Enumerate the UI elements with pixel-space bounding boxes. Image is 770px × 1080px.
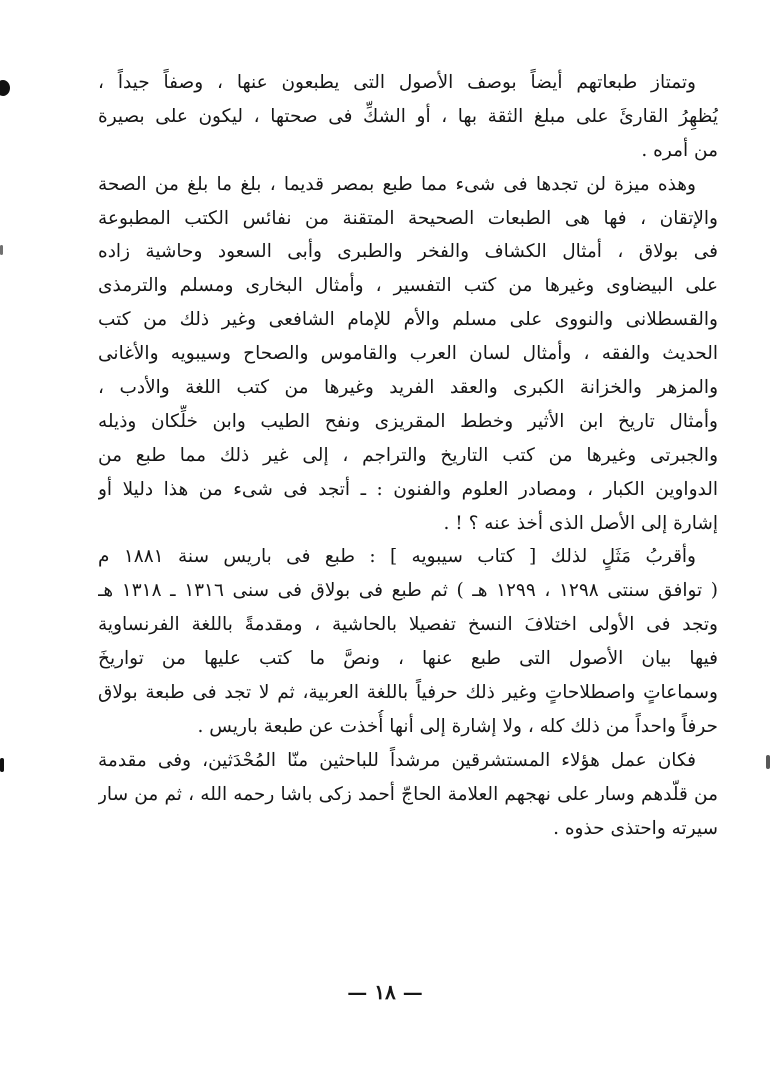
margin-mark	[766, 755, 770, 769]
text-line: يُظهِرُ القارئَ على مبلغ الثقة بها ، أو الشكِّ فى صحتها ، ليكون على بصيرة	[98, 105, 718, 127]
ink-blot-mark	[0, 80, 10, 96]
paragraph-2	[98, 168, 718, 541]
text-line: والقسطلانى والنووى على مسلم والأم للإمام الشافعى وغير ذلك من كتب	[98, 309, 718, 331]
text-line: فكان عمل هؤلاء المستشرقين مرشداً للباحثين منّا المُحْدَثين، وفى مقدمة	[98, 749, 696, 771]
text-line: حرفاً واحداً من ذلك كله ، ولا إشارة إلى أنها أُخذت عن طبعة باريس .	[197, 715, 718, 737]
text-line: من أمره .	[641, 139, 718, 161]
margin-mark	[0, 245, 3, 255]
text-line: ( توافق سنتى ١٢٩٨ ، ١٢٩٩ هـ ) ثم طبع فى بولاق فى سنى ١٣١٦ ـ ١٣١٨ هـ	[98, 580, 718, 602]
text-line: سيرته واحتذى حذوه .	[553, 817, 718, 839]
text-line: فى بولاق ، أمثال الكشاف والفخر والطبرى وأبى السعود وحاشية زاده	[98, 241, 718, 263]
body-text	[98, 66, 718, 845]
text-line: من قلّدهم وسار على نهجهم العلامة الحاجّ أحمد زكى باشا رحمه الله ، ثم من سار	[98, 783, 718, 805]
text-line: والإتقان ، فها هى الطبعات الصحيحة المتقنة من نفائس الكتب المطبوعة	[98, 207, 718, 229]
paragraph-4	[98, 744, 718, 846]
margin-mark	[0, 758, 4, 772]
text-line: وتجد فى الأولى اختلافَ النسخ تفصيلا بالحاشية ، ومقدمةً باللغة الفرنساوية	[98, 614, 718, 636]
paragraph-3	[98, 540, 718, 743]
text-line: وأقربُ مَثَلٍ لذلك [ كتاب سيبويه ] : طبع فى باريس سنة ١٨٨١ م	[98, 546, 696, 568]
page-number: — ١٨ —	[347, 980, 423, 1004]
text-line: وتمتاز طبعاتهم أيضاً بوصف الأصول التى يطبعون عنها ، وصفاً جيداً ،	[98, 72, 696, 93]
text-line: الدواوين الكبار ، ومصادر العلوم والفنون : ـ أتجد فى شىء من هذا دليلا أو	[98, 478, 718, 500]
text-line: إشارة إلى الأصل الذى أخذ عنه ؟ ! .	[443, 512, 718, 534]
text-line: والجبرتى وغيرها من كتب التاريخ والتراجم ، إلى غير ذلك مما طبع من	[98, 444, 718, 466]
text-line: وسماعاتٍ واصطلاحاتٍ وغير ذلك حرفياً باللغة العربية، ثم لا تجد فى طبعة بولاق	[98, 682, 718, 704]
text-line: الحديث والفقه ، وأمثال لسان العرب والقاموس والصحاح وسيبويه والأغانى	[98, 343, 718, 365]
paragraph-1	[98, 66, 718, 168]
text-line: وأمثال تاريخ ابن الأثير وخطط المقريزى ونفح الطيب وابن خلِّكان وذيله	[98, 410, 718, 432]
text-line: وهذه ميزة لن تجدها فى شىء مما طبع بمصر قديما ، بلغ ما بلغ من الصحة	[98, 173, 696, 195]
text-line: فيها بيان الأصول التى طبع عنها ، ونصَّ ما كتب عليها من تواريخَ	[98, 648, 718, 670]
text-line: والمزهر والخزانة الكبرى والعقد الفريد وغيرها من كتب اللغة والأدب ،	[98, 377, 718, 399]
text-line: على البيضاوى وغيرها من كتب التفسير ، وأمثال البخارى ومسلم والترمذى	[98, 275, 718, 297]
